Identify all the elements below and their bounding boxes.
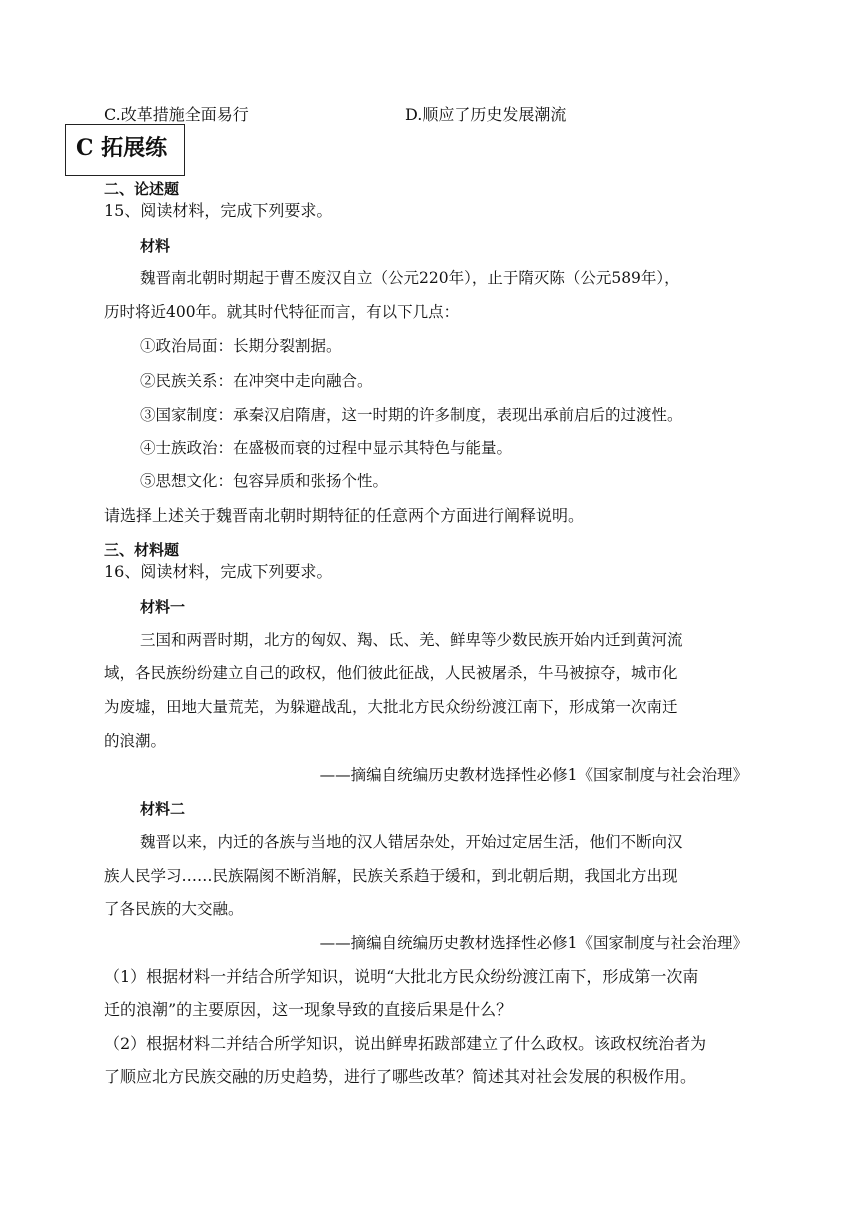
feature-point: ④士族政治：在盛极而衰的过程中显示其特色与能量。 xyxy=(140,439,513,457)
material1-line: 的浪潮。 xyxy=(104,732,167,750)
material1-label: 材料一 xyxy=(140,598,186,616)
material2-source: ——摘编自统编历史教材选择性必修1《国家制度与社会治理》 xyxy=(319,934,748,952)
material1-line: 域，各民族纷纷建立自己的政权，他们彼此征战，人民被屠杀，牛马被掠夺，城市化 xyxy=(104,664,678,682)
material2-line: 族人民学习……民族隔阂不断消解，民族关系趋于缓和，到北朝后期，我国北方出现 xyxy=(104,867,678,885)
feature-point: ③国家制度：承秦汉启隋唐，这一时期的许多制度，表现出承前启后的过渡性。 xyxy=(140,406,683,424)
option-d: D.顺应了历史发展潮流 xyxy=(405,105,567,124)
sub-question-2: 了顺应北方民族交融的历史趋势，进行了哪些改革？简述其对社会发展的积极作用。 xyxy=(104,1067,697,1086)
material1-source: ——摘编自统编历史教材选择性必修1《国家制度与社会治理》 xyxy=(319,766,748,784)
material1-line: 为废墟，田地大量荒芜，为躲避战乱，大批北方民众纷纷渡江南下，形成第一次南迁 xyxy=(104,698,678,716)
material-line: 魏晋南北朝时期起于曹丕废汉自立（公元220年），止于隋灭陈（公元589年）， xyxy=(140,269,680,287)
material-label: 材料 xyxy=(140,237,171,255)
sub-question-2: （2）根据材料二并结合所学知识，说出鲜卑拓跋部建立了什么政权。该政权统治者为 xyxy=(104,1034,707,1053)
material1-line: 三国和两晋时期，北方的匈奴、羯、氐、羌、鲜卑等少数民族开始内迁到黄河流 xyxy=(140,631,683,649)
sub-question-1: 迁的浪潮”的主要原因，这一现象导致的直接后果是什么？ xyxy=(104,1000,513,1019)
part2-heading: 二、论述题 xyxy=(104,180,180,198)
section-label: C 拓展练 xyxy=(76,135,168,161)
question-15: 15、阅读材料，完成下列要求。 xyxy=(104,201,333,220)
option-c: C.改革措施全面易行 xyxy=(104,105,249,124)
question-16: 16、阅读材料，完成下列要求。 xyxy=(104,562,333,581)
sub-question-1: （1）根据材料一并结合所学知识，说明“大批北方民众纷纷渡江南下，形成第一次南 xyxy=(104,967,699,986)
instruction-15: 请选择上述关于魏晋南北朝时期特征的任意两个方面进行阐释说明。 xyxy=(104,506,585,525)
material-line: 历时将近400年。就其时代特征而言，有以下几点： xyxy=(104,303,460,321)
material2-line: 魏晋以来，内迁的各族与当地的汉人错居杂处，开始过定居生活，他们不断向汉 xyxy=(140,833,683,851)
material2-label: 材料二 xyxy=(140,800,186,818)
feature-point: ②民族关系：在冲突中走向融合。 xyxy=(140,372,373,390)
section-label-box xyxy=(65,124,185,176)
feature-point: ⑤思想文化：包容异质和张扬个性。 xyxy=(140,472,389,490)
part3-heading: 三、材料题 xyxy=(104,541,180,559)
feature-point: ①政治局面：长期分裂割据。 xyxy=(140,337,342,355)
material2-line: 了各民族的大交融。 xyxy=(104,900,244,918)
